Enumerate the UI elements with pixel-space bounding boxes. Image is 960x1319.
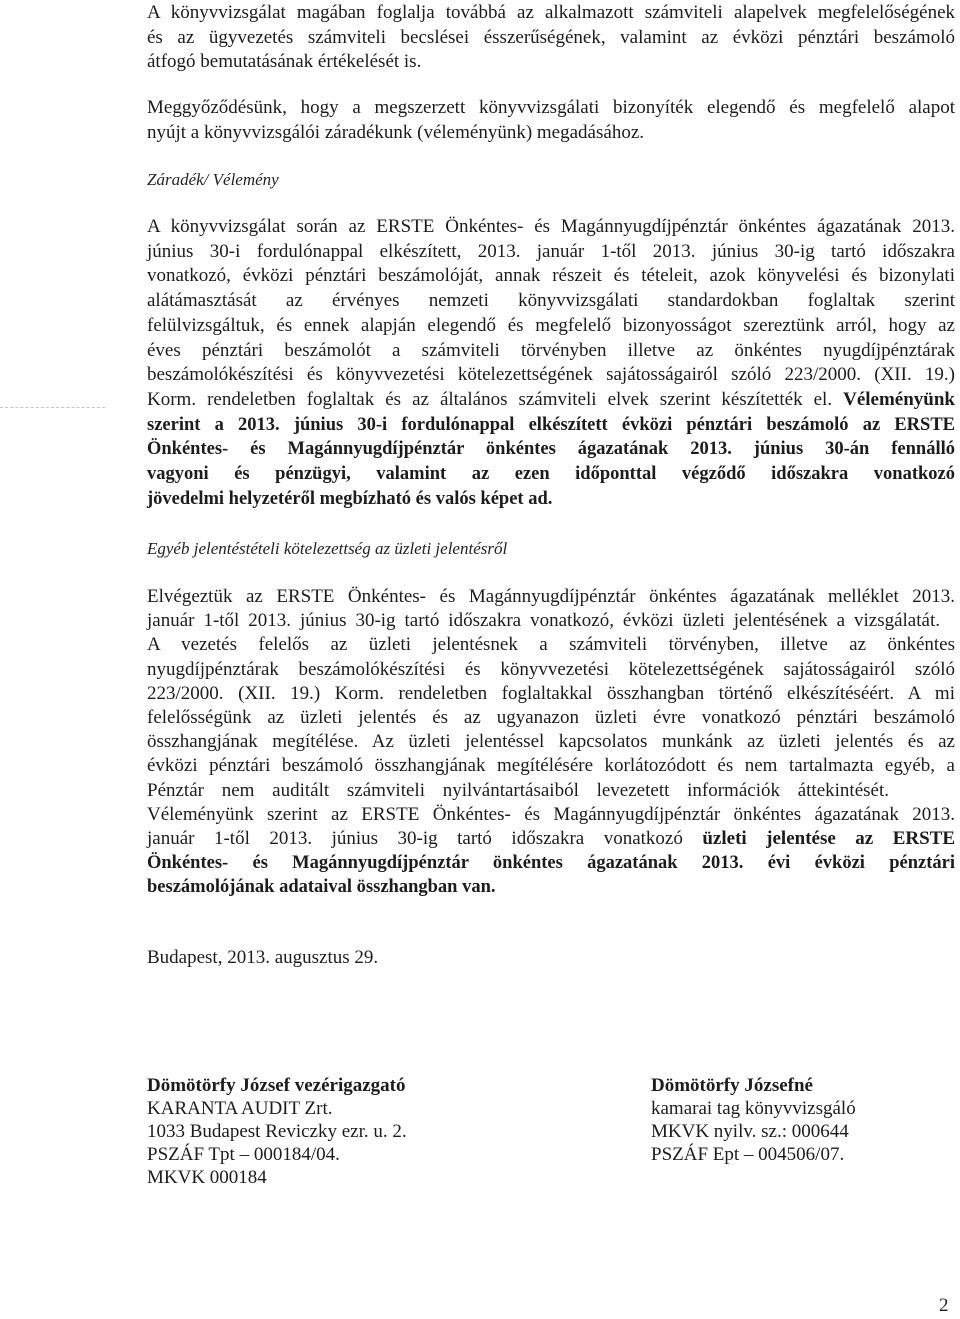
bold-text-line: Önkéntes- és Magánnyugdíjpénztár önkéntes ágazatának 2013. évi évközi pénztári — [147, 853, 955, 874]
text-line: átfogó bemutatásának értékelését is. — [147, 51, 422, 72]
text-line: felülvizsgáltuk, és ennek alapján elegendő és megfelelő bizonyosságot szereztünk arról, hogy az — [147, 314, 955, 336]
text-segment: január 1-től 2013. június 30-ig tartó időszakra vonatkozó — [147, 828, 683, 850]
text-line: Véleményünk szerint az ERSTE Önkéntes- és Magánnyugdíjpénztár önkéntes ágazatának 2013. — [147, 803, 955, 825]
text-line: nyújt a könyvvizsgálói záradékunk (véleményünk) megadásához. — [147, 121, 644, 143]
bold-text-line: szerint a 2013. június 30-i fordulónappal elkészített évközi pénztári beszámoló az ERSTE — [147, 414, 955, 435]
bold-text-line: Önkéntes- és Magánnyugdíjpénztár önkéntes ágazatának 2013. június 30-án fennálló — [147, 439, 955, 460]
text-segment: Korm. rendeletben foglaltak és az általános számviteli elvek szerint készítették el. — [147, 388, 833, 410]
opinion-paragraph — [147, 215, 955, 511]
bold-text-line: vagyoni és pénzügyi, valamint az ezen időponttal végződő időszakra vonatkozó — [147, 464, 955, 485]
signatory-company: KARANTA AUDIT Zrt. — [147, 1098, 333, 1119]
text-line: 223/2000. (XII. 19.) Korm. rendeletben foglaltakkal összhangban történő elkészítéséért. A mi — [147, 682, 955, 704]
text-line: éves pénztári beszámolót a számviteli törvényben illetve az önkéntes nyugdíjpénztárak — [147, 339, 955, 361]
text-line: január 1-től 2013. június 30-ig tartó időszakra vonatkozó, évközi üzleti jelentésének a vizsgálatát. — [147, 610, 940, 632]
text-line: június 30-i fordulónappal elkészített, 2013. január 1-től 2013. június 30-ig tartó időszakra — [147, 240, 955, 262]
other-reporting-heading: Egyéb jelentéstételi kötelezettség az üzleti jelentésről — [147, 539, 508, 558]
scan-artifact-line — [0, 407, 105, 408]
bold-text-segment: üzleti jelentése az ERSTE — [702, 828, 956, 850]
bold-text-line: beszámolójának adataival összhangban van. — [147, 877, 496, 898]
text-line: nyugdíjpénztárak beszámolókészítési és könyvvezetési kötelezettségének sajátosságairól szóló — [147, 658, 955, 680]
text-line — [147, 388, 955, 413]
text-line: A könyvvizsgálat során az ERSTE Önkéntes- és Magánnyugdíjpénztár önkéntes ágazatának 2013. — [147, 216, 955, 237]
signatory-registration: PSZÁF Ept – 004506/07. — [651, 1144, 845, 1165]
signatory-name: Dömötörfy Józsefné — [651, 1075, 813, 1096]
text-line: A vezetés felelős az üzleti jelentésnek a számviteli törvényben, illetve az önkéntes — [147, 634, 955, 656]
opinion-heading: Záradék/ Vélemény — [147, 170, 279, 189]
audit-scope-paragraph — [147, 1, 955, 75]
bold-text-line: jövedelmi helyzetéről megbízható és valós képet ad. — [147, 488, 553, 509]
text-line: Meggyőződésünk, hogy a megszerzett könyvvizsgálati bizonyíték elegendő és megfelelő alapot — [147, 97, 955, 118]
business-report-paragraph — [147, 585, 955, 900]
text-line: A könyvvizsgálat magában foglalja továbbá az alkalmazott számviteli alapelvek megfelelőségének — [147, 2, 955, 23]
signatory-right — [651, 1074, 856, 1166]
bold-text-segment: Véleményünk — [843, 388, 956, 410]
signatory-name: Dömötörfy József vezérigazgató — [147, 1075, 406, 1096]
text-line: alátámasztását az érvényes nemzeti könyvvizsgálati standardokban foglaltak szerint — [147, 290, 955, 312]
page-number: 2 — [939, 1295, 949, 1316]
text-line: beszámolókészítési és könyvvezetési kötelezettségének sajátosságairól szóló 223/2000. (XII. 19.) — [147, 364, 955, 386]
signatory-address: 1033 Budapest Reviczky ezr. u. 2. — [147, 1121, 407, 1142]
text-line: Pénztár nem auditált számviteli nyilvántartásaiból levezetett információk áttekintését. — [147, 779, 889, 801]
text-line: évközi pénztári beszámoló összhangjának megítélésére korlátozódott és nem tartalmazta egyéb, a — [147, 755, 955, 777]
signatory-chamber-number: MKVK 000184 — [147, 1167, 267, 1188]
signatory-chamber-number: MKVK nyilv. sz.: 000644 — [651, 1121, 849, 1142]
signatory-title: kamarai tag könyvvizsgáló — [651, 1098, 856, 1119]
text-line: és az ügyvezetés számviteli becslései ésszerűségének, valamint az évközi pénztári beszámoló — [147, 26, 955, 48]
evidence-statement-paragraph — [147, 96, 955, 145]
signatory-left — [147, 1074, 407, 1189]
place-date: Budapest, 2013. augusztus 29. — [147, 947, 379, 968]
text-line: Elvégeztük az ERSTE Önkéntes- és Magánnyugdíjpénztár önkéntes ágazatának melléklet 2013. — [147, 586, 955, 607]
text-line: összhangjának megítélése. Az üzleti jelentéssel kapcsolatos munkánk az üzleti jelentés és az — [147, 731, 955, 753]
text-line — [147, 827, 955, 851]
text-line: vonatkozó, évközi pénztári beszámolóját, annak részeit és tételeit, azok könyvelési és bizonylati — [147, 265, 955, 287]
signatory-registration: PSZÁF Tpt – 000184/04. — [147, 1144, 340, 1165]
text-line: felelősségünk az üzleti jelentés és az ugyanazon üzleti évre vonatkozó pénztári beszámoló — [147, 707, 955, 729]
